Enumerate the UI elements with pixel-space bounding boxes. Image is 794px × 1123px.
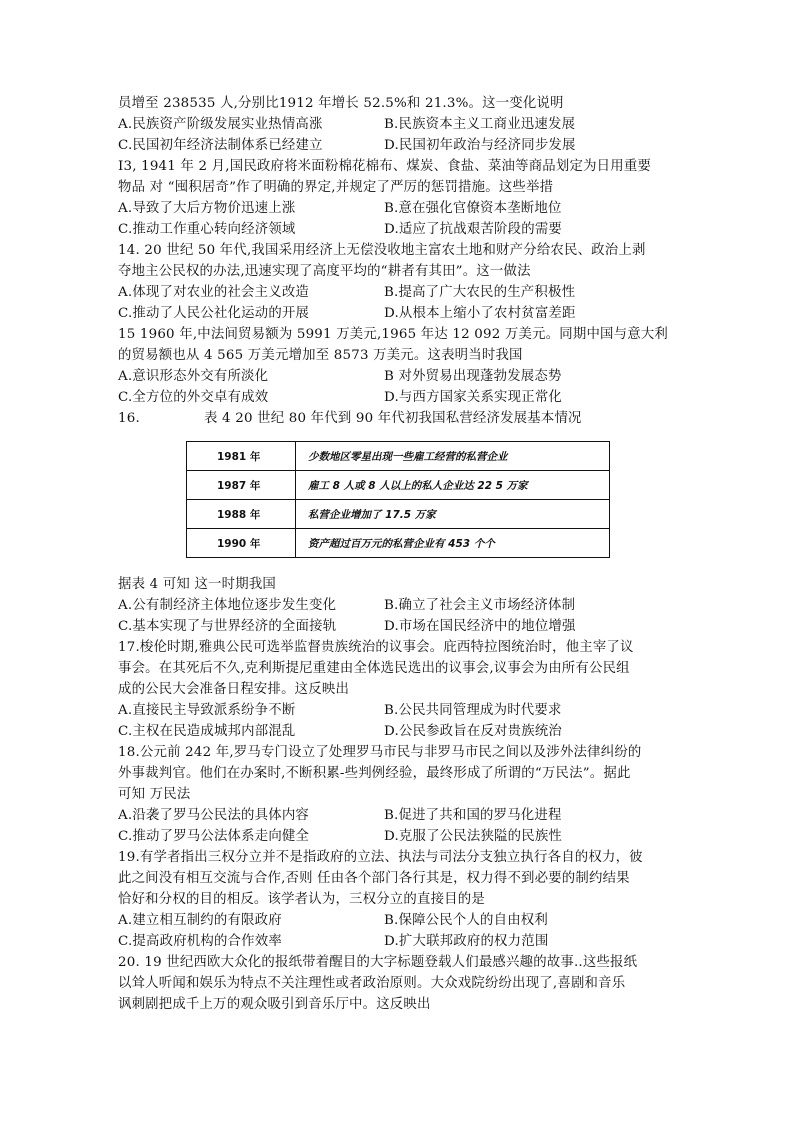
q13-option-d: D.适应了抗战艰苦阶段的需要: [384, 222, 563, 237]
question-16-number: 16.: [118, 411, 140, 426]
q14-option-a: A.体现了对农业的社会主义改造: [118, 285, 310, 300]
question-13-stem-line-1: I3, 1941 年 2 月,国民政府将米面粉棉花棉布、煤炭、食盐、菜油等商品划定为日用重要: [118, 159, 652, 174]
q18-option-a: A.沿袭了罗马公民法的具体内容: [118, 808, 310, 823]
question-20-stem-line-3: 讽刺剧把成千上万的观众吸引到音乐厅中。这反映出: [118, 997, 431, 1012]
question-15-stem-line-1: 15 1960 年,中法间贸易额为 5991 万美元,1965 年达 12 092 万美元。同期中国与意大利: [118, 327, 668, 342]
q12-option-d: D.民国初年政治与经济同步发展: [384, 138, 576, 153]
q14-option-d: D.从根本上缩小了农村贫富差距: [384, 306, 576, 321]
question-17-stem-line-3: 成的公民大会准备日程安排。这反映出: [118, 682, 350, 697]
q17-option-c: C.主权在民造成城邦内部混乱: [118, 724, 296, 739]
table-cell-year: 1990 年: [187, 529, 296, 558]
q16-option-b: B.确立了社会主义市场经济体制: [384, 598, 576, 613]
q15-option-a: A.意识形态外交有所淡化: [118, 369, 269, 384]
q19-option-b: B.保障公民个人的自由权利: [384, 913, 548, 928]
q18-option-d: D.克服了公民法狭隘的民族性: [384, 829, 563, 844]
table-row: [187, 442, 610, 471]
table-row: [187, 471, 610, 500]
question-20-stem-line-2: 以耸人听闻和娱乐为特点不关注理性或者政治原则。大众戏院纷纷出现了,喜剧和音乐: [118, 976, 626, 991]
q17-option-d: D.公民参政旨在反对贵族统治: [384, 724, 563, 739]
q14-option-c: C.推动了人民公社化运动的开展: [118, 306, 310, 321]
table-4: [186, 441, 610, 558]
q19-option-d: D.扩大联邦政府的权力范围: [384, 934, 549, 949]
question-13-stem-line-2: 物品 对 “囤积居奇”作了明确的界定,并规定了严厉的惩罚措施。这些举措: [118, 180, 554, 195]
question-15-stem-line-2: 的贸易额也从 4 565 万美元增加至 8573 万美元。这表明当时我国: [118, 348, 523, 363]
question-14-stem-line-2: 夺地主公民权的办法,迅速实现了高度平均的“耕者有其田”。这一做法: [118, 264, 531, 279]
table-row: [187, 500, 610, 529]
q15-option-d: D.与西方国家关系实现正常化: [384, 390, 563, 405]
table-cell-year: 1981 年: [187, 442, 296, 471]
q16-option-d: D.市场在国民经济中的地位增强: [384, 619, 576, 634]
question-19-stem-line-3: 恰好和分权的目的相反。该学者认为，三权分立的直接目的是: [118, 892, 485, 907]
table-row: [187, 529, 610, 558]
question-18-stem-line-3: 可知 万民法: [118, 787, 191, 802]
q17-option-b: B.公民共同管理成为时代要求: [384, 703, 562, 718]
q15-option-b: B 对外贸易出现蓬勃发展态势: [384, 369, 562, 384]
question-19-stem-line-2: 此之间没有相互交流与合作,否则 任由各个部门各行其是，权力得不到必要的制约结果: [118, 871, 630, 886]
q12-option-b: B.民族资本主义工商业迅速发展: [384, 117, 576, 132]
table-cell-description: 私营企业增加了 17.5 万家: [296, 500, 610, 529]
table-cell-description: 资产超过百万元的私营企业有 453 个个: [296, 529, 610, 558]
q16-option-c: C.基本实现了与世界经济的全面接轨: [118, 619, 337, 634]
q18-option-c: C.推动了罗马公法体系走向健全: [118, 829, 310, 844]
q19-option-c: C.提高政府机构的合作效率: [118, 934, 282, 949]
table-cell-year: 1988 年: [187, 500, 296, 529]
question-16-stem: 据表 4 可知 这一时期我国: [118, 577, 276, 592]
q14-option-b: B.提高了广大农民的生产积极性: [384, 285, 576, 300]
q13-option-c: C.推动工作重心转向经济领域: [118, 222, 296, 237]
q19-option-a: A.建立相互制约的有限政府: [118, 913, 282, 928]
table-cell-description: 少数地区零星出现一些雇工经营的私营企业: [296, 442, 610, 471]
question-17-stem-line-1: 17.梭伦时期,雅典公民可选举监督贵族统治的议事会。庇西特拉图统治时，他主宰了议: [118, 640, 634, 655]
question-20-stem-line-1: 20. 19 世纪西欧大众化的报纸带着醒目的大字标题登载人们最感兴趣的故事..这些报纸: [118, 955, 638, 970]
question-18-stem-line-1: 18.公元前 242 年,罗马专门设立了处理罗马市民与非罗马市民之间以及涉外法律纠纷的: [118, 745, 642, 760]
table-4-caption: 表 4 20 世纪 80 年代到 90 年代初我国私营经济发展基本情况: [204, 411, 582, 426]
q18-option-b: B.促进了共和国的罗马化进程: [384, 808, 562, 823]
q12-option-a: A.民族资产阶级发展实业热情高涨: [118, 117, 323, 132]
question-19-stem-line-1: 19.有学者指出三权分立并不是指政府的立法、执法与司法分支独立执行各自的权力，彼: [118, 850, 643, 865]
q13-option-a: A.导致了大后方物价迅速上涨: [118, 201, 296, 216]
q12-option-c: C.民国初年经济法制体系已经建立: [118, 138, 323, 153]
table-cell-year: 1987 年: [187, 471, 296, 500]
question-17-stem-line-2: 事会。在其死后不久,克利斯提尼重建由全体选民选出的议事会,议事会为由所有公民组: [118, 661, 630, 676]
question-18-stem-line-2: 外事裁判官。他们在办案时,不断积累-些判例经验，最终形成了所谓的“万民法”。据此: [118, 766, 631, 781]
table-cell-description: 雇工 8 人或 8 人以上的私人企业达 22 5 万家: [296, 471, 610, 500]
q17-option-a: A.直接民主导致派系纷争不断: [118, 703, 296, 718]
question-12-stem: 员增至 238535 人,分别比1912 年增长 52.5%和 21.3%。这一变化说明: [118, 96, 564, 111]
q16-option-a: A.公有制经济主体地位逐步发生变化: [118, 598, 337, 613]
question-14-stem-line-1: 14. 20 世纪 50 年代,我国采用经济上无偿没收地主富农土地和财产分给农民、政治上剥: [118, 243, 646, 258]
q15-option-c: C.全方位的外交卓有成效: [118, 390, 269, 405]
q13-option-b: B.意在强化官僚资本垄断地位: [384, 201, 562, 216]
